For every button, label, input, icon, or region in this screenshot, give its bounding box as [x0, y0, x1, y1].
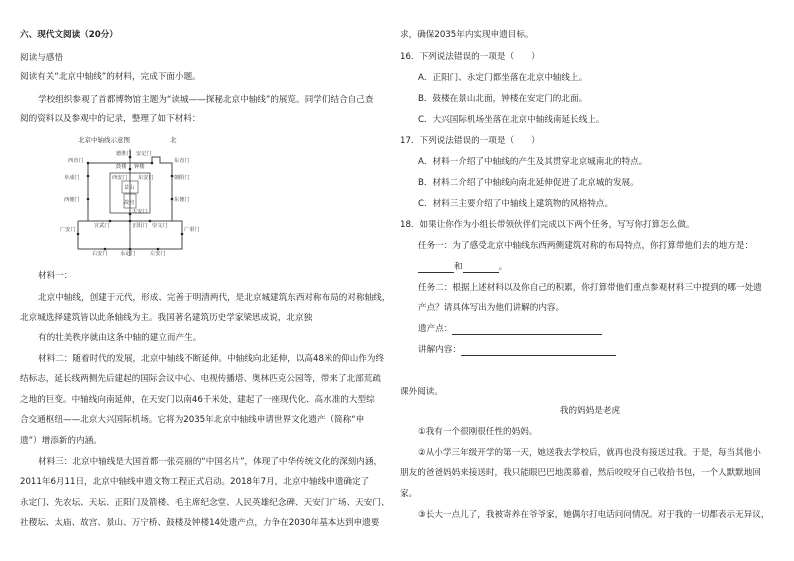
svg-text:东直门: 东直门 — [174, 158, 190, 164]
q16-stem: 16．下列说法错误的一项是（ ） — [400, 52, 540, 62]
q16-option-c[interactable]: C．大兴国际机场坐落在北京中轴线南延长线上。 — [418, 115, 605, 125]
q16-option-a[interactable]: A．正阳门、永定门都坐落在北京中轴线上。 — [418, 73, 588, 83]
svg-text:西直门: 西直门 — [68, 158, 84, 164]
material-3-line-1: 材料三：北京中轴线是大国首都一张亮丽的“中国名片”，体现了中华传统文化的深刻内涵， — [38, 457, 383, 467]
instruction: 阅读有关“北京中轴线”的材料，完成下面小题。 — [20, 72, 201, 82]
task1-answer-blank-2[interactable] — [463, 263, 499, 273]
q18-task-2-cont: 产点？请具体写出为他们讲解的内容。 — [418, 303, 565, 313]
q18-stem: 18．如果让你作为小组长带领伙伴们完成以下两个任务，写写你打算怎么做。 — [400, 220, 695, 230]
material-1-label: 材料一： — [38, 271, 73, 281]
material-2-line-5: 遗”）增添新的内涵。 — [20, 436, 102, 446]
story-para-2-line-3: 家。 — [400, 489, 418, 499]
svg-text:朝阳门: 朝阳门 — [174, 175, 190, 181]
explain-answer-blank[interactable] — [461, 346, 616, 356]
material-3-line-2: 2011年6月11日，北京中轴线申遗文物工程正式启动。2018年7月，北京中轴线申遗确定了 — [20, 477, 370, 487]
material-3-continued: 求，确保2035年内实现申遗目标。 — [400, 30, 534, 40]
story-title: 我的妈妈是老虎 — [559, 406, 621, 416]
svg-text:景山: 景山 — [124, 185, 135, 191]
svg-text:东便门: 东便门 — [174, 197, 190, 203]
q18-site-row — [418, 324, 602, 335]
material-1-line-3: 有的壮美秩序就由这条中轴的建立而产生。 — [38, 333, 202, 343]
extra-reading-heading: 课外阅读。 — [400, 387, 443, 397]
material-2-line-4: 合交通枢纽——北京大兴国际机场。它将为2035年北京中轴线申请世界文化遗产（简称“申 — [20, 415, 365, 425]
axis-map-svg — [60, 131, 210, 256]
svg-text:西便门: 西便门 — [64, 197, 80, 203]
q18-task-1: 任务一：为了感受北京中轴线东西两侧建筑对称的布局特点，你打算带他们去的地方是： — [418, 241, 754, 251]
q18-explain-row — [418, 345, 616, 356]
svg-text:左安门: 左安门 — [150, 251, 166, 256]
task1-and: 和 — [454, 262, 463, 272]
svg-text:德胜门: 德胜门 — [116, 151, 132, 157]
svg-text:安定门: 安定门 — [136, 151, 152, 157]
material-2-line-1: 材料二：随着时代的发展，北京中轴线不断延伸。中轴线向北延伸，以高48米的仰山作为终 — [38, 354, 385, 364]
intro-line-2: 阅的资料以及参观中的记录，整理了如下材料： — [20, 114, 201, 124]
q17-option-c[interactable]: C．材料三主要介绍了中轴线上建筑物的风格特点。 — [418, 199, 614, 209]
material-1-line-1: 北京中轴线，创建于元代，形成、完善于明清两代，是北京城建筑东西对称布局的对称轴线， — [38, 293, 391, 303]
task1-answer-blank-1[interactable] — [418, 263, 454, 273]
q18-task-2: 任务二：根据上述材料以及你自己的积累，你打算带他们重点参观材料三中提到的哪一处遗 — [418, 283, 762, 293]
explain-label: 讲解内容： — [418, 345, 461, 355]
q16-option-b[interactable]: B．鼓楼在景山北面，钟楼在安定门的北面。 — [418, 94, 588, 104]
svg-text:广渠门: 广渠门 — [184, 227, 200, 233]
svg-text:永定门: 永定门 — [120, 251, 136, 256]
svg-text:右安门: 右安门 — [92, 251, 108, 256]
story-para-2-line-2: 朋友的爸爸妈妈来接送时，我只能眼巴巴地羡慕着，然后咬咬牙自己收拾书包，一个人默默地回 — [400, 468, 761, 478]
svg-text:天安门: 天安门 — [132, 209, 148, 215]
intro-line-1: 学校组织参观了首都博物馆主题为“读城——探秘北京中轴线”的展览。同学们结合自己查 — [38, 95, 374, 105]
left-column — [20, 0, 390, 561]
material-2-line-3: 之地的巨变。中轴线向南延伸，在天安门以南46千米处，建起了一座现代化、高水准的大型综 — [20, 395, 375, 405]
svg-text:崇文门: 崇文门 — [152, 223, 168, 229]
material-3-line-3: 永定门、先农坛、天坛、正阳门及箭楼、毛主席纪念堂、人民英雄纪念碑、天安门广场、天安门、 — [20, 498, 390, 508]
material-2-line-2: 结标志，延长线两侧先后建起的国际会议中心、电视传播塔、奥林匹克公园等，带来了北部荒疏 — [20, 374, 381, 384]
story-para-3-line-1: ③长大一点儿了，我被寄养在爷爷家，她偶尔打电话问问情况。对于我的一切都表示无异议， — [418, 510, 770, 520]
material-3-line-4: 社稷坛、太庙、故宫、景山、万宁桥、鼓楼及钟楼14处遗产点，力争在2030年基本达到申遗要 — [20, 518, 380, 528]
svg-text:鼓楼: 鼓楼 — [116, 164, 127, 170]
task1-end: 。 — [498, 262, 508, 272]
site-label: 遗产点： — [418, 324, 453, 334]
q17-option-b[interactable]: B．材料二介绍了中轴线向南北延伸促进了北京城的发展。 — [418, 178, 639, 188]
svg-text:广安门: 广安门 — [60, 227, 76, 233]
svg-text:钟楼: 钟楼 — [134, 164, 145, 170]
map-north: 北 — [170, 136, 177, 144]
svg-text:宣武门: 宣武门 — [94, 223, 110, 229]
q17-stem: 17．下列说法错误的一项是（ ） — [400, 136, 540, 146]
material-1-line-2: 北京城选择建筑皆以此条轴线为主。我国著名建筑历史学家梁思成说，北京独 — [20, 313, 313, 323]
svg-text:故宫: 故宫 — [124, 200, 135, 206]
svg-text:西安门: 西安门 — [112, 175, 128, 181]
q18-task-1-answer-row — [418, 262, 507, 273]
axis-map-figure — [60, 131, 210, 256]
right-column — [400, 0, 780, 561]
subsection-title: 阅读与感悟 — [20, 53, 63, 63]
svg-text:阜成门: 阜成门 — [64, 175, 80, 181]
svg-text:正阳门: 正阳门 — [132, 223, 148, 229]
q17-option-a[interactable]: A．材料一介绍了中轴线的产生及其贯穿北京城南北的特点。 — [418, 157, 648, 167]
map-title: 北京中轴线示意图 — [78, 136, 130, 144]
site-answer-blank[interactable] — [452, 325, 602, 335]
story-para-1: ①我有一个很刚很任性的妈妈。 — [418, 427, 538, 437]
section-title: 六、现代文阅读（20分） — [20, 30, 118, 40]
svg-text:东安门: 东安门 — [138, 175, 154, 181]
story-para-2-line-1: ②从小学三年级开学的第一天，她送我去学校后，就再也没有接送过我。于是，每当其他小 — [418, 448, 761, 458]
